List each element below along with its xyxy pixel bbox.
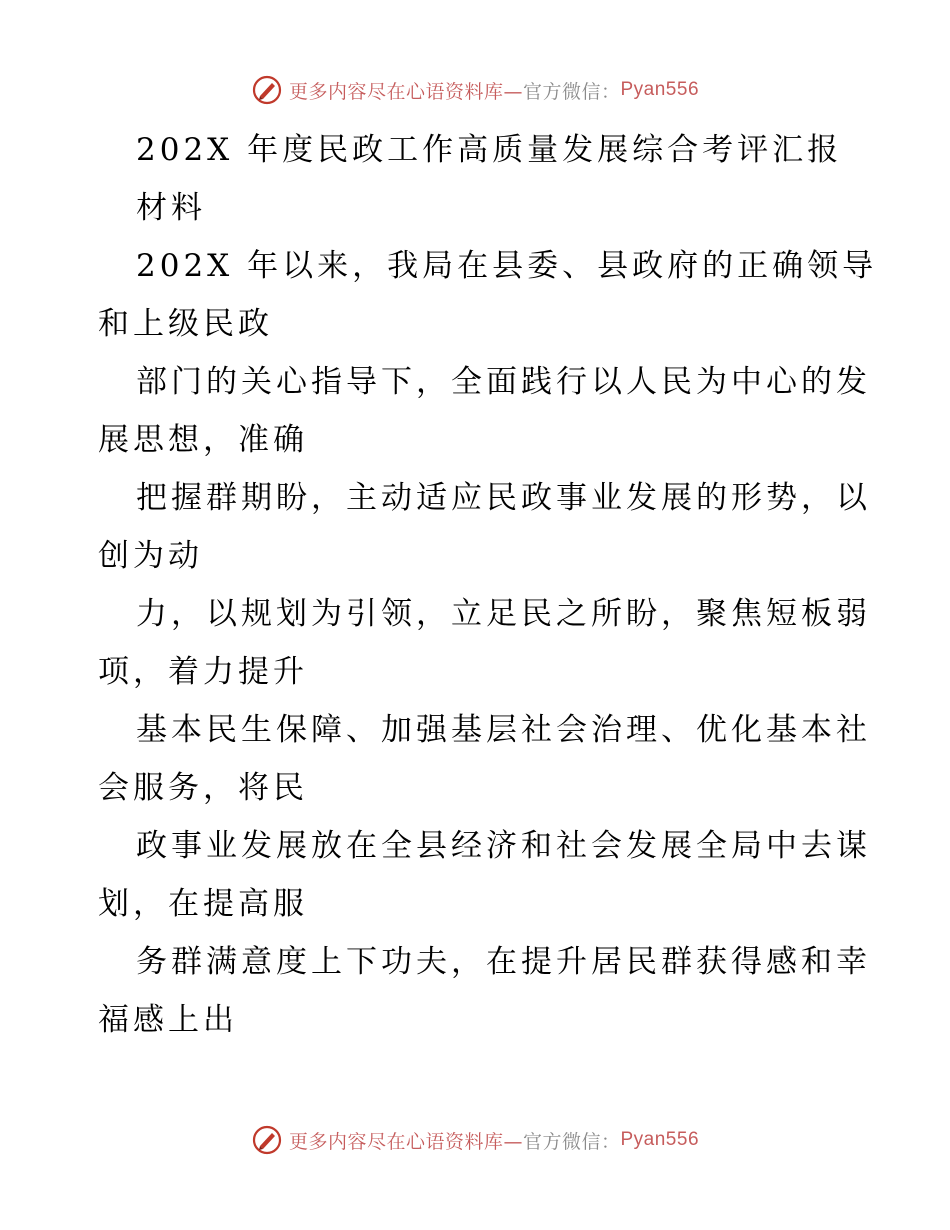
text-line: 政事业发展放在全县经济和社会发展全局中去谋: [136, 828, 871, 864]
document-body: [98, 121, 878, 1049]
text-line: 202X 年以来，我局在县委、县政府的正确领导: [136, 248, 878, 284]
footer-banner: [0, 1120, 950, 1160]
banner-wechat-id: Pyan556: [620, 79, 700, 100]
text-line: 务群满意度上下功夫，在提升居民群获得感和幸: [136, 944, 871, 980]
text-line: 和上级民政: [98, 306, 273, 342]
text-line: 力，以规划为引领，立足民之所盼，聚焦短板弱: [136, 596, 871, 632]
text-line: 展思想，准确: [98, 422, 308, 458]
text-line: 福感上出: [98, 1002, 238, 1038]
text-line: 202X 年度民政工作高质量发展综合考评汇报: [136, 132, 843, 168]
banner-wechat-label: 官方微信：: [522, 80, 621, 103]
pen-logo-icon: [251, 1124, 283, 1156]
banner-text: 更多内容尽在心语资料库—: [288, 80, 523, 103]
banner-wechat-label: 官方微信：: [522, 1130, 621, 1153]
text-line: 基本民生保障、加强基层社会治理、优化基本社: [136, 712, 871, 748]
header-banner: [0, 70, 950, 110]
banner-wechat-id: Pyan556: [620, 1129, 700, 1150]
text-line: 创为动: [98, 538, 203, 574]
text-line: 部门的关心指导下，全面践行以人民为中心的发: [136, 364, 871, 400]
text-line: 项，着力提升: [98, 654, 308, 690]
banner-text: 更多内容尽在心语资料库—: [288, 1130, 523, 1153]
pen-logo-icon: [251, 74, 283, 106]
text-line: 把握群期盼，主动适应民政事业发展的形势，以: [136, 480, 871, 516]
text-line: 划，在提高服: [98, 886, 308, 922]
text-line: 材料: [136, 190, 206, 226]
text-line: 会服务，将民: [98, 770, 308, 806]
